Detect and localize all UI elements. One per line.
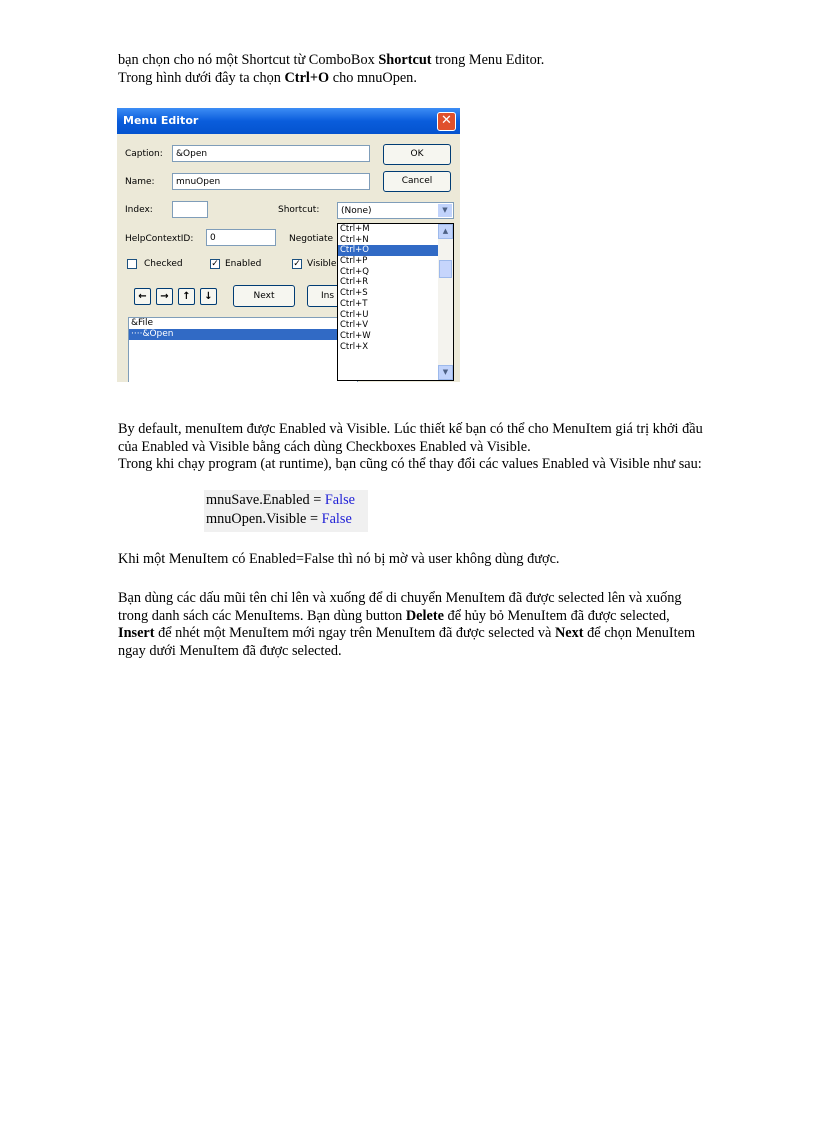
arrow-up-icon[interactable]: ↑ xyxy=(178,288,195,305)
list-item[interactable]: Ctrl+Q xyxy=(340,266,369,277)
title-bar xyxy=(117,108,460,134)
menu-items-list[interactable] xyxy=(128,317,358,382)
list-item[interactable]: &File xyxy=(131,318,154,328)
intro-paragraph xyxy=(118,52,758,87)
arrows-buttons-paragraph xyxy=(118,590,758,660)
code-line2: mnuOpen.Visible = False xyxy=(206,511,352,527)
code-line1: mnuSave.Enabled = False xyxy=(206,492,356,508)
list-item[interactable]: Ctrl+N xyxy=(340,234,369,245)
negotiate-label: Negotiate xyxy=(289,234,334,244)
name-label: Name: xyxy=(125,177,155,187)
enabled-label: Enabled xyxy=(225,259,262,269)
shortcut-dropdown-list[interactable] xyxy=(337,223,454,381)
next-button[interactable]: Next xyxy=(233,285,295,307)
list-item[interactable]: Ctrl+U xyxy=(340,309,369,320)
index-input[interactable] xyxy=(172,201,208,218)
intro-line1: bạn chọn cho nó một Shortcut từ ComboBox Shortcut trong Menu Editor. xyxy=(118,52,545,68)
index-label: Index: xyxy=(125,205,153,215)
scroll-down-icon[interactable]: ▼ xyxy=(438,365,453,380)
insert-button[interactable]: Ins xyxy=(307,285,347,307)
para3-line1: Bạn dùng các dấu mũi tên chỉ lên và xuống để di chuyển MenuItem đã được selected lên và xuống xyxy=(118,590,682,606)
arrow-right-icon[interactable]: → xyxy=(156,288,173,305)
shortcut-value: (None) xyxy=(341,206,372,216)
list-item[interactable]: Ctrl+W xyxy=(340,330,371,341)
list-item[interactable]: Ctrl+X xyxy=(340,341,369,352)
para1-line3: Trong khi chạy program (at runtime), bạn cũng có thể thay đổi các values Enabled và Visible như sau: xyxy=(118,456,702,472)
list-item[interactable]: Ctrl+P xyxy=(340,256,368,267)
list-item[interactable]: Ctrl+M xyxy=(340,224,370,234)
shortcut-combobox[interactable] xyxy=(337,202,454,219)
shortcut-label: Shortcut: xyxy=(278,205,320,215)
para1-line1: By default, menuItem được Enabled và Visible. Lúc thiết kế bạn có thể cho MenuItem giá trị khởi đầu xyxy=(118,421,703,437)
checked-checkbox[interactable] xyxy=(127,259,137,269)
arrow-left-icon[interactable]: ← xyxy=(134,288,151,305)
arrow-down-icon[interactable]: ↓ xyxy=(200,288,217,305)
visible-label: Visible xyxy=(307,259,337,269)
para3-line3: Insert để nhét một MenuItem mới ngay trên MenuItem đã được selected và Next để chọn MenuItem xyxy=(118,625,696,641)
name-input[interactable]: mnuOpen xyxy=(172,173,370,190)
menu-editor-screenshot xyxy=(117,108,460,382)
list-item[interactable]: Ctrl+V xyxy=(340,320,369,331)
intro-line2: Trong hình dưới đây ta chọn Ctrl+O cho mnuOpen. xyxy=(118,69,417,86)
default-enabled-paragraph xyxy=(118,421,758,474)
disabled-note-paragraph: Khi một MenuItem có Enabled=False thì nó bị mờ và user không dùng được. xyxy=(118,551,560,567)
caption-label: Caption: xyxy=(125,149,163,159)
cancel-button[interactable]: Cancel xyxy=(383,171,451,192)
chevron-down-icon[interactable]: ▼ xyxy=(438,204,452,217)
ok-button[interactable]: OK xyxy=(383,144,451,165)
dialog-title: Menu Editor xyxy=(123,114,199,127)
dropdown-scrollbar[interactable] xyxy=(438,224,453,380)
para3-line2: trong danh sách các MenuItems. Bạn dùng button Delete để hủy bỏ MenuItem đã được selected, xyxy=(118,607,670,624)
para1-line2: của Enabled và Visible bằng cách dùng Checkboxes Enabled và Visible. xyxy=(118,438,531,455)
helpcontextid-label: HelpContextID: xyxy=(125,234,194,244)
checked-label: Checked xyxy=(144,259,183,269)
scroll-up-icon[interactable]: ▲ xyxy=(438,224,453,239)
list-item[interactable]: Ctrl+R xyxy=(340,277,369,288)
para3-line4: ngay dưới MenuItem đã được selected. xyxy=(118,642,342,659)
scrollbar-thumb[interactable] xyxy=(439,260,452,278)
list-item[interactable]: Ctrl+O xyxy=(338,245,453,256)
list-item[interactable]: ····&Open xyxy=(129,329,357,340)
helpcontextid-input[interactable]: 0 xyxy=(206,229,276,246)
list-item[interactable]: Ctrl+T xyxy=(340,298,368,309)
enabled-checkbox[interactable]: ✓ xyxy=(211,259,219,269)
code-block xyxy=(204,490,368,532)
caption-input[interactable]: &Open xyxy=(172,145,370,162)
list-item[interactable]: Ctrl+S xyxy=(340,288,368,299)
visible-checkbox[interactable]: ✓ xyxy=(293,259,301,269)
close-button[interactable]: ✕ xyxy=(437,112,456,131)
